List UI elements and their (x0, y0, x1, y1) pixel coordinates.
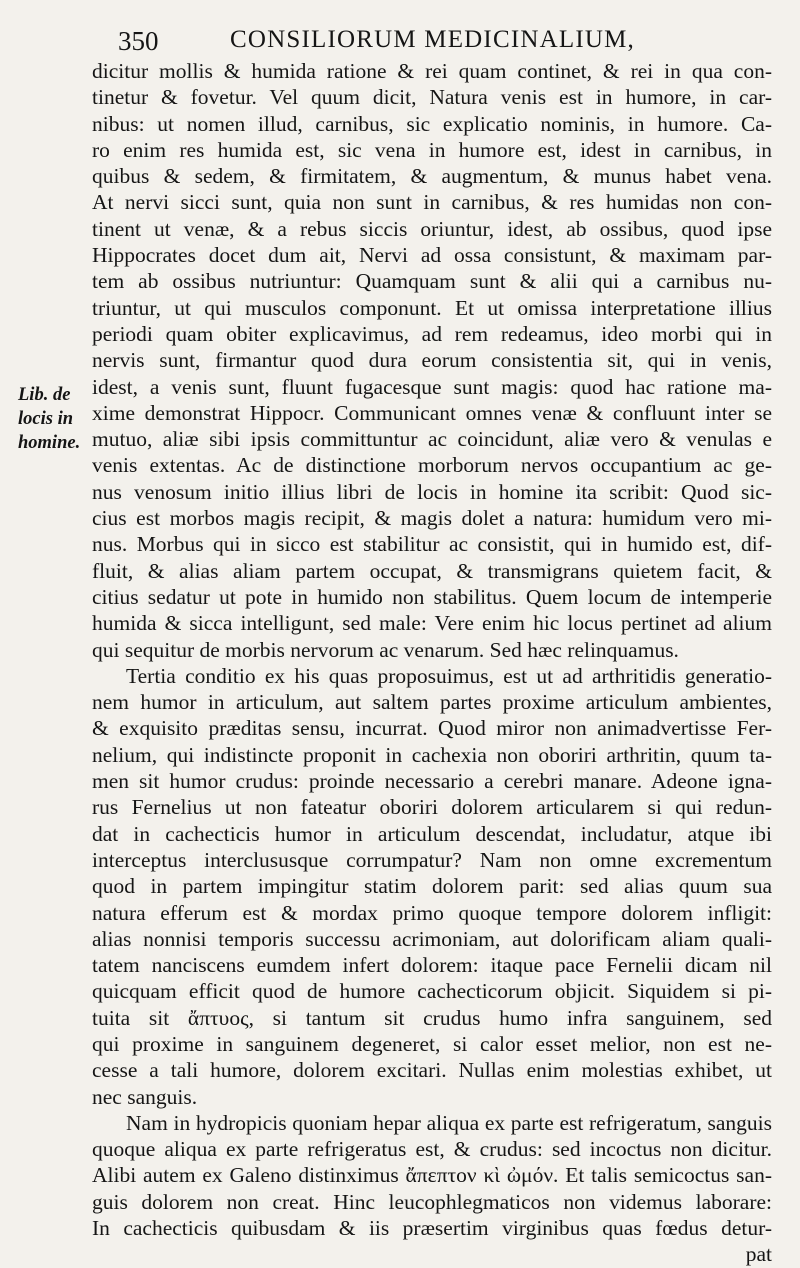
text-line: triuntur, ut qui musculos componunt. Et ut omissa interpretatione illius (92, 295, 772, 320)
page-number: 350 (118, 26, 159, 56)
paragraph-start-line: Tertia conditio ex his quas proposuimus, est ut ad arthritidis generatio- (126, 663, 772, 688)
text-line: venis extentas. Ac de distinctione morborum nervos occupantium ac ge- (92, 453, 772, 478)
text-line: xime demonstrat Hippocr. Communicant omnes venæ & confluunt inter se (92, 400, 772, 425)
text-line: natura efferum est & mordax primo quoque tempore dolorem infligit: (92, 900, 772, 925)
text-line: guis dolorem non creat. Hinc leucophlegmaticos non videmus laborare: (92, 1189, 772, 1214)
text-line: nus. Morbus qui in sicco est stabilitur ac consistit, qui in humido est, dif- (92, 532, 772, 557)
text-line: In cachecticis quibusdam & iis præsertim virginibus quas fœdus detur- (92, 1216, 772, 1241)
catchword: pat (745, 1242, 772, 1267)
margin-note-line: homine. (18, 433, 81, 453)
text-line: quibus & sedem, & firmitatem, & augmentum, & munus habet vena. (92, 164, 772, 189)
text-line: nibus: ut nomen illud, carnibus, sic explicatio nominis, in humore. Ca- (92, 111, 772, 136)
text-line: Alibi autem ex Galeno distinximus ἄπεπτον κὶ ὠμόν. Et talis semicoctus san- (92, 1163, 772, 1188)
text-line: periodi quam obiter explicavimus, ad rem redeamus, ideo morbi qui in (92, 321, 772, 346)
margin-note-line: locis in (18, 409, 73, 429)
margin-note-line: Lib. de (18, 385, 71, 405)
text-line: quod in partem impingitur statim dolorem parit: sed alias quum sua (92, 874, 772, 899)
text-line: quicquam efficit quod de humore cachecticorum objicit. Siquidem si pi- (92, 979, 772, 1004)
running-head: CONSILIORUM MEDICINALIUM, (230, 26, 635, 53)
text-line: nus venosum initio illius libri de locis in homine ita scribit: Quod sic- (92, 479, 772, 504)
text-line: nem humor in articulum, aut saltem partes proxime articulum ambientes, (92, 690, 772, 715)
body-text (92, 58, 772, 1268)
text-line: tuita sit ἄπτυος, si tantum sit crudus humo infra sanguinem, sed (92, 1005, 772, 1030)
text-line: ro enim res humida est, sic vena in humore est, idest in carnibus, in (92, 137, 772, 162)
page-header (118, 26, 678, 56)
text-line: tatem nanciscens eumdem infert dolorem: itaque pace Fernelii dicam nil (92, 953, 772, 978)
text-line: dicitur mollis & humida ratione & rei quam continet, & rei in qua con- (92, 59, 772, 83)
text-line: tem ab ossibus nutriuntur: Quamquam sunt & alii qui a carnibus nu- (92, 269, 772, 294)
text-line: fluit, & alias aliam partem occupat, & transmigrans quietem facit, & (92, 558, 772, 583)
text-line: dat in cachecticis humor in articulum descendat, includatur, atque ibi (92, 821, 772, 846)
text-line: cius est morbos magis recipit, & magis dolet a natura: humidum vero mi- (92, 506, 772, 531)
text-line: Hippocrates docet dum ait, Nervi ad ossa consistunt, & maximam par- (92, 243, 772, 268)
text-line: humida & sicca intelligunt, sed male: Vere enim hic locus pertinet ad alium (92, 611, 772, 636)
margin-note (18, 383, 90, 455)
text-line: qui sequitur de morbis nervorum ac venarum. Sed hæc relinquamus. (92, 637, 679, 662)
text-line: quoque aliqua ex parte refrigeratus est, & crudus: sed incoctus non dicitur. (92, 1137, 772, 1162)
text-line: nelium, qui indistincte proponit in cachexia non oboriri arthritin, quum ta- (92, 742, 772, 767)
text-line: mutuo, aliæ sibi ipsis committuntur ac coincidunt, aliæ vero & venulas e (92, 427, 772, 452)
text-line: idest, a venis sunt, fluunt fugacesque sunt magis: quod hac ratione ma- (92, 374, 772, 399)
text-line: & exquisito præditas sensu, incurrat. Quod miror non animadvertisse Fer- (92, 716, 772, 741)
text-line: nervis sunt, firmantur quod dura eorum consistentia sit, qui in venis, (92, 348, 772, 373)
text-line: rus Fernelius ut non fateatur oboriri dolorem articularem si qui redun- (92, 795, 772, 820)
text-line: tinent ut venæ, & a rebus siccis oriuntur, idest, ab ossibus, quod ipse (92, 216, 772, 241)
paragraph-start-line: Nam in hydropicis quoniam hepar aliqua ex parte est refrigeratum, sanguis (126, 1110, 772, 1135)
text-line: At nervi sicci sunt, quia non sunt in carnibus, & res humidas non con- (92, 190, 772, 215)
text-line: citius sedatur ut pote in humido non stabilitus. Quem locum de intemperie (92, 584, 772, 609)
text-line: tinetur & fovetur. Vel quum dicit, Natura venis est in humore, in car- (92, 85, 772, 110)
text-line: nec sanguis. (92, 1084, 198, 1109)
text-line: alias nonnisi temporis successu acrimoniam, aut dolorificam aliam quali- (92, 926, 772, 951)
text-line: interceptus interclususque corrumpatur? Nam non omne excrementum (92, 847, 772, 872)
text-line: men sit humor crudus: proinde necessario a cerebri manare. Adeone igna- (92, 769, 772, 794)
text-line: qui proxime in sanguinem degeneret, si calor esset melior, non est ne- (92, 1031, 772, 1056)
text-line: cesse a tali humore, dolorem excitari. Nullas enim molestias exhibet, ut (92, 1058, 772, 1083)
